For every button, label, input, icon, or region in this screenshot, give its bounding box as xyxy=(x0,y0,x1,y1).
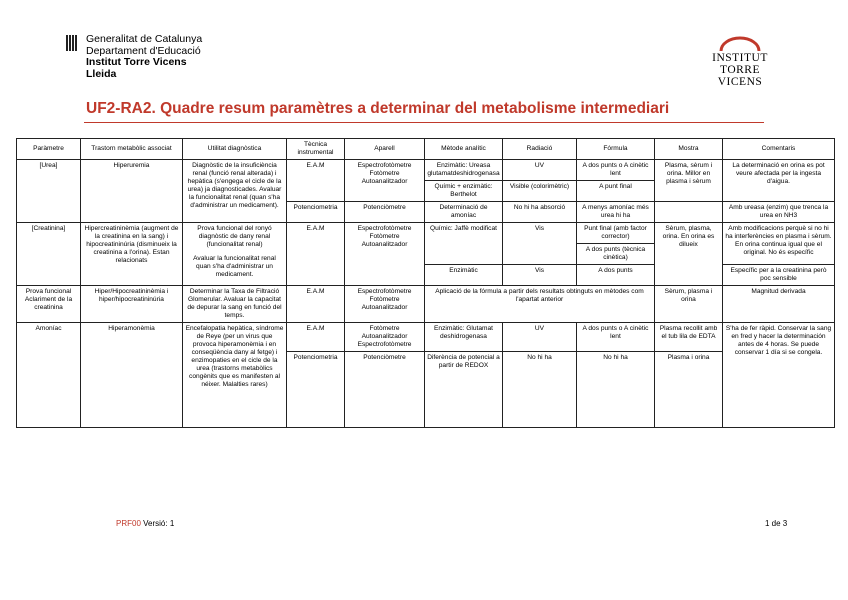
param-cell: Prova funcional Aclariment de la creatinina xyxy=(17,286,81,323)
device-cell: Espectrofotòmetre Fotòmetre Autoanalitzador xyxy=(345,286,425,323)
school-name: Institut Torre Vicens xyxy=(86,56,187,68)
radiation-cell: No hi ha xyxy=(503,352,577,428)
utility-text: Avaluar la funcionalitat renal quan s'ha d'administrar un medicament. xyxy=(193,255,276,278)
column-header: Aparell xyxy=(345,139,425,160)
radiation-cell: Visible (colorimètric) xyxy=(503,181,577,202)
table-row-amoniac xyxy=(17,323,835,352)
sample-cell-empty xyxy=(655,202,723,223)
comment-cell: Amb modificacions perquè si no hi ha interferències en plasma i sèrum. En orina continua igual que el original. No és específic xyxy=(723,223,835,265)
method-cell: Determinació de amoníac xyxy=(425,202,503,223)
page-title: UF2-RA2. Quadre resum paramètres a determinar del metabolisme intermediari xyxy=(86,100,670,117)
column-header: Utilitat diagnòstica xyxy=(183,139,287,160)
comment-cell: Magnitud derivada xyxy=(723,286,835,323)
radiation-cell: Vis xyxy=(503,265,577,286)
method-cell: Químic + enzimàtic: Berthelot xyxy=(425,181,503,202)
method-cell: Diferència de potencial a partir de REDOX xyxy=(425,352,503,428)
table-row-creatinina xyxy=(17,223,835,244)
disorder-cell: Hiperamonèmia xyxy=(81,323,183,428)
radiation-cell: UV xyxy=(503,323,577,352)
param-cell: [Creatinina] xyxy=(17,223,81,286)
formula-cell: A menys amoníac més urea hi ha xyxy=(577,202,655,223)
technique-cell: Potenciometria xyxy=(287,202,345,223)
column-header: Radiació xyxy=(503,139,577,160)
formula-cell: A dos punts o A cinètic lent xyxy=(577,323,655,352)
footer-code: PRF00 xyxy=(116,519,141,528)
formula-cell: A punt final xyxy=(577,181,655,202)
param-cell: Amoníac xyxy=(17,323,81,428)
column-header: Mostra xyxy=(655,139,723,160)
column-header: Paràmetre xyxy=(17,139,81,160)
radiation-cell: No hi ha absorció xyxy=(503,202,577,223)
logo-line-1: INSTITUT xyxy=(712,52,768,64)
technique-cell: Potenciometria xyxy=(287,352,345,428)
method-cell: Químic: Jaffè modificat xyxy=(425,223,503,265)
comment-cell: La determinació en orina es pot veure afectada per la ingesta d'aigua. xyxy=(723,160,835,202)
disorder-text: Hipercreatininèmia (augment de la creatinina en la sang) i hipocreatininúria (disminueix la creatinina a l'orina). xyxy=(84,225,179,256)
formula-cell: Punt final (amb factor corrector) xyxy=(577,223,655,244)
utility-cell: Determinar la Taxa de Filtració Glomerular. Avaluar la capacitat de depurar la sang en funció del temps. xyxy=(183,286,287,323)
disorder-cell xyxy=(81,223,183,286)
sample-cell: Plasma recollit amb el tub lila de EDTA xyxy=(655,323,723,352)
technique-cell: E.A.M xyxy=(287,160,345,202)
column-header: Trastorn metabòlic associat xyxy=(81,139,183,160)
sample-cell: Sèrum, plasma, orina. En orina es dilueix xyxy=(655,223,723,286)
method-cell: Enzimàtic: Glutamat deshidrogenasa xyxy=(425,323,503,352)
radiation-cell: UV xyxy=(503,160,577,181)
utility-text: Prova funcional del ronyó diagnòstic de dany renal (funcionalitat renal) xyxy=(197,225,272,248)
device-cell: Espectrofotòmetre Fotòmetre Autoanalitzador xyxy=(345,160,425,202)
table-row-urea xyxy=(17,160,835,181)
formula-cell: A dos punts xyxy=(577,265,655,286)
formula-cell: No hi ha xyxy=(577,352,655,428)
device-cell: Potenciòmetre xyxy=(345,352,425,428)
formula-cell: A dos punts (tècnica cinètica) xyxy=(577,244,655,265)
method-cell: Enzimàtic xyxy=(425,265,503,286)
sample-cell: Sèrum, plasma i orina xyxy=(655,286,723,323)
school-city: Lleida xyxy=(86,67,117,80)
method-cell: Aplicació de la fórmula a partir dels resultats obtinguts en mètodes com l'apartat anterior xyxy=(425,286,655,323)
device-cell: Fotòmetre Autoanalitzador Espectrofotòmetre xyxy=(345,323,425,352)
footer-document-code xyxy=(116,519,174,528)
disorder-cell: Hiper/Hipocreatininèmia i hiper/hipocreatininúria xyxy=(81,286,183,323)
title-underline xyxy=(84,122,764,123)
comment-cell: S'ha de fer ràpid. Conservar la sang en fred y hacer la determinación antes de 4 horas. Se puede conservar 1 día si se congela. xyxy=(723,323,835,428)
sample-cell: Plasma, sèrum i orina. Millor en plasma i sèrum xyxy=(655,160,723,202)
logo-line-2: TORRE VICENS xyxy=(717,64,763,88)
table-row-prova-funcional xyxy=(17,286,835,323)
org-line-2: Departament d'Educació xyxy=(86,44,201,57)
column-header: Fórmula xyxy=(577,139,655,160)
formula-cell: A dos punts o A cinètic lent xyxy=(577,160,655,181)
institut-logo-arc-icon xyxy=(718,36,762,52)
summary-table xyxy=(16,138,835,428)
radiation-cell: Vis xyxy=(503,223,577,265)
org-line-1: Generalitat de Catalunya xyxy=(86,33,203,45)
column-header: Comentaris xyxy=(723,139,835,160)
disorder-cell: Hiperuremia xyxy=(81,160,183,223)
footer-version: Versió: 1 xyxy=(143,519,175,528)
footer-page-number: 1 de 3 xyxy=(765,519,788,528)
comment-cell: Específic per a la creatinina però poc sensible xyxy=(723,265,835,286)
generalitat-emblem-icon xyxy=(66,35,80,51)
column-header: Mètode analític xyxy=(425,139,503,160)
utility-cell: Encefalopatia hepàtica, síndrome de Reye (per un virus que provoca hiperamonèmia i en conseqüència dany al fetge) i enzimopaties en el cicle de la urea (trastorns metabòlics congènits que es manifesten al néixer. Malalties rares) xyxy=(183,323,287,428)
method-cell: Enzimàtic: Ureasa glutamatdeshidrogenasa xyxy=(425,160,503,181)
disorder-note: Estan relacionats xyxy=(115,249,170,264)
institut-logo xyxy=(700,36,780,88)
param-cell: [Urea] xyxy=(17,160,81,223)
utility-cell xyxy=(183,223,287,286)
technique-cell: E.A.M xyxy=(287,223,345,286)
generalitat-logo xyxy=(66,34,202,80)
technique-cell: E.A.M xyxy=(287,323,345,352)
utility-cell: Diagnòstic de la insuficiència renal (funció renal alterada) i hepàtica (s'engega el cicle de la urea) ja diagnosticades. Avaluar la funcionalitat renal (quan s'ha d'administrar un medicament). xyxy=(183,160,287,223)
technique-cell: E.A.M xyxy=(287,286,345,323)
device-cell: Potenciòmetre xyxy=(345,202,425,223)
device-cell: Espectrofotòmetre Fotòmetre Autoanalitzador xyxy=(345,223,425,286)
comment-cell: Amb ureasa (enzim) que trenca la urea en NH3 xyxy=(723,202,835,223)
sample-cell: Plasma i orina xyxy=(655,352,723,428)
column-header: Tècnica instrumental xyxy=(287,139,345,160)
table-header-row xyxy=(17,139,835,160)
